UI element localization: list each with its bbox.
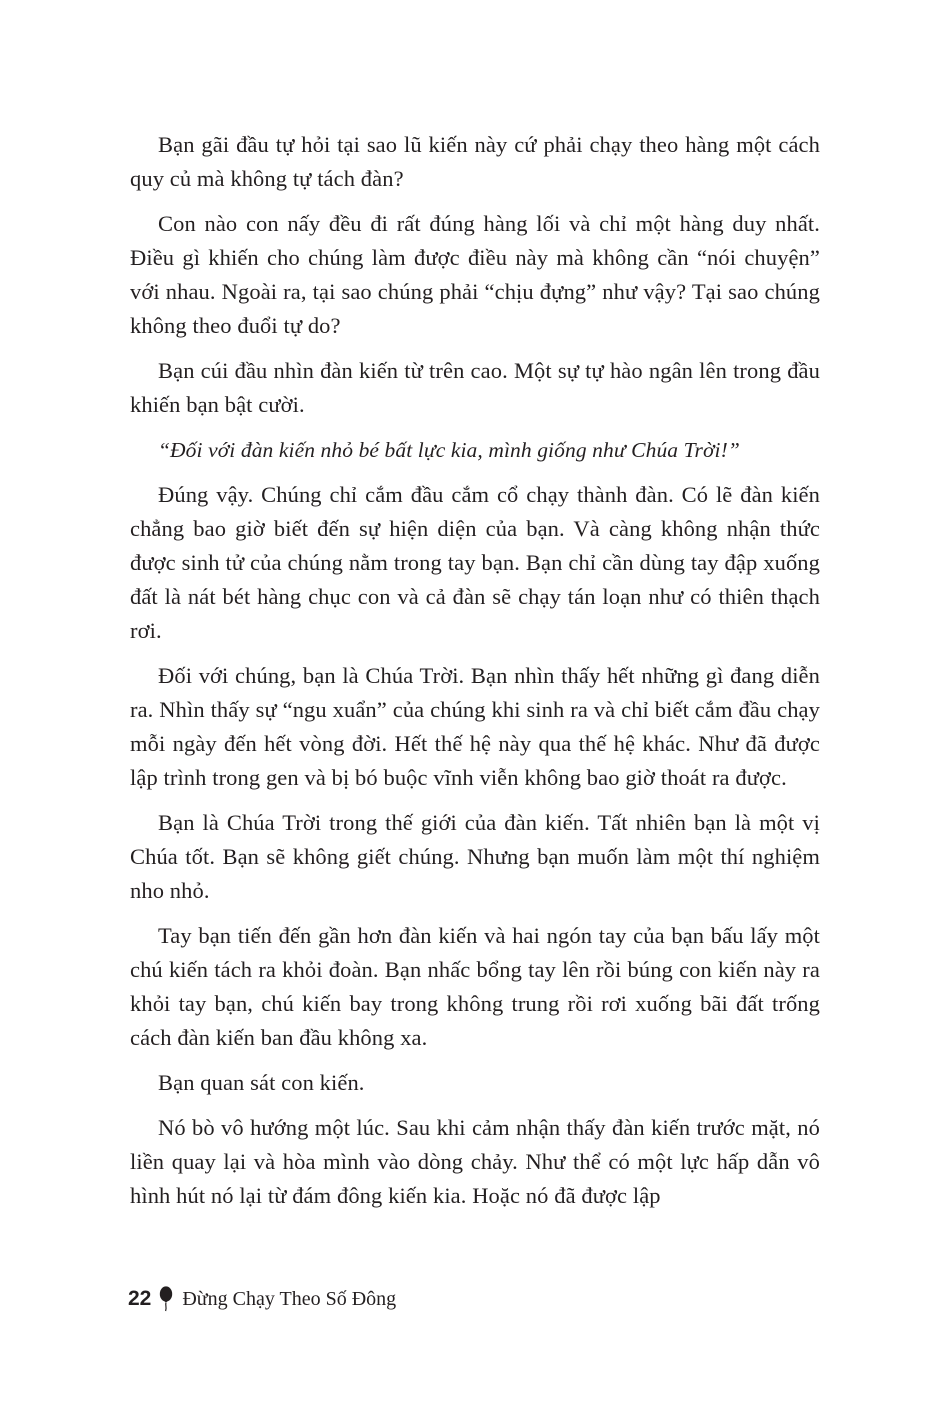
page-body: [130, 128, 820, 1224]
paragraph-9: Bạn quan sát con kiến.: [158, 1070, 365, 1095]
paragraph-1: Bạn gãi đầu tự hỏi tại sao lũ kiến này cứ phải chạy theo hàng một cách quy củ mà không tự tách đàn?: [130, 132, 820, 191]
paragraph-2: Con nào con nấy đều đi rất đúng hàng lối và chỉ một hàng duy nhất. Điều gì khiến cho chúng làm được điều này mà không cần “nói chuyện” với nhau. Ngoài ra, tại sao chúng phải “chịu đựng” như vậy? Tại sao chúng không theo đuổi tự do?: [130, 211, 820, 338]
book-title: Đừng Chạy Theo Số Đông: [182, 1287, 397, 1310]
paragraph-6: Đối với chúng, bạn là Chúa Trời. Bạn nhìn thấy hết những gì đang diễn ra. Nhìn thấy sự “ngu xuẩn” của chúng khi sinh ra và chỉ biết cắm đầu chạy mỗi ngày đến hết vòng đời. Hết thế hệ này qua thế hệ khác. Như đã được lập trình trong gen và bị bó buộc vĩnh viễn không bao giờ thoát ra được.: [130, 663, 820, 790]
paragraph-10: Nó bò vô hướng một lúc. Sau khi cảm nhận thấy đàn kiến trước mặt, nó liền quay lại và hòa mình vào dòng chảy. Như thể có một lực hấp dẫn vô hình hút nó lại từ đám đông kiến kia. Hoặc nó đã được lập: [130, 1115, 820, 1208]
paragraph-7: Bạn là Chúa Trời trong thế giới của đàn kiến. Tất nhiên bạn là một vị Chúa tốt. Bạn sẽ không giết chúng. Nhưng bạn muốn làm một thí nghiệm nho nhỏ.: [130, 810, 820, 903]
page-footer: [128, 1283, 396, 1315]
quote-paragraph: “Đối với đàn kiến nhỏ bé bất lực kia, mình giống như Chúa Trời!”: [158, 438, 740, 462]
page-number: 22: [128, 1287, 152, 1310]
paragraph-8: Tay bạn tiến đến gần hơn đàn kiến và hai ngón tay của bạn bấu lấy một chú kiến tách ra khỏi đoàn. Bạn nhấc bổng tay lên rồi búng con kiến này ra khỏi tay bạn, chú kiến bay trong không trung rồi rơi xuống bãi đất trống cách đàn kiến ban đầu không xa.: [130, 923, 820, 1050]
balloon-icon: [159, 1286, 173, 1312]
paragraph-5: Đúng vậy. Chúng chỉ cắm đầu cắm cổ chạy thành đàn. Có lẽ đàn kiến chẳng bao giờ biết đến sự hiện diện của bạn. Và càng không nhận thức được sinh tử của chúng nằm trong tay bạn. Bạn chỉ cần dùng tay đập xuống đất là nát bét hàng chục con và cả đàn sẽ chạy tán loạn như có thiên thạch rơi.: [130, 482, 820, 643]
paragraph-3: Bạn cúi đầu nhìn đàn kiến từ trên cao. Một sự tự hào ngân lên trong đầu khiến bạn bật cười.: [130, 358, 820, 417]
